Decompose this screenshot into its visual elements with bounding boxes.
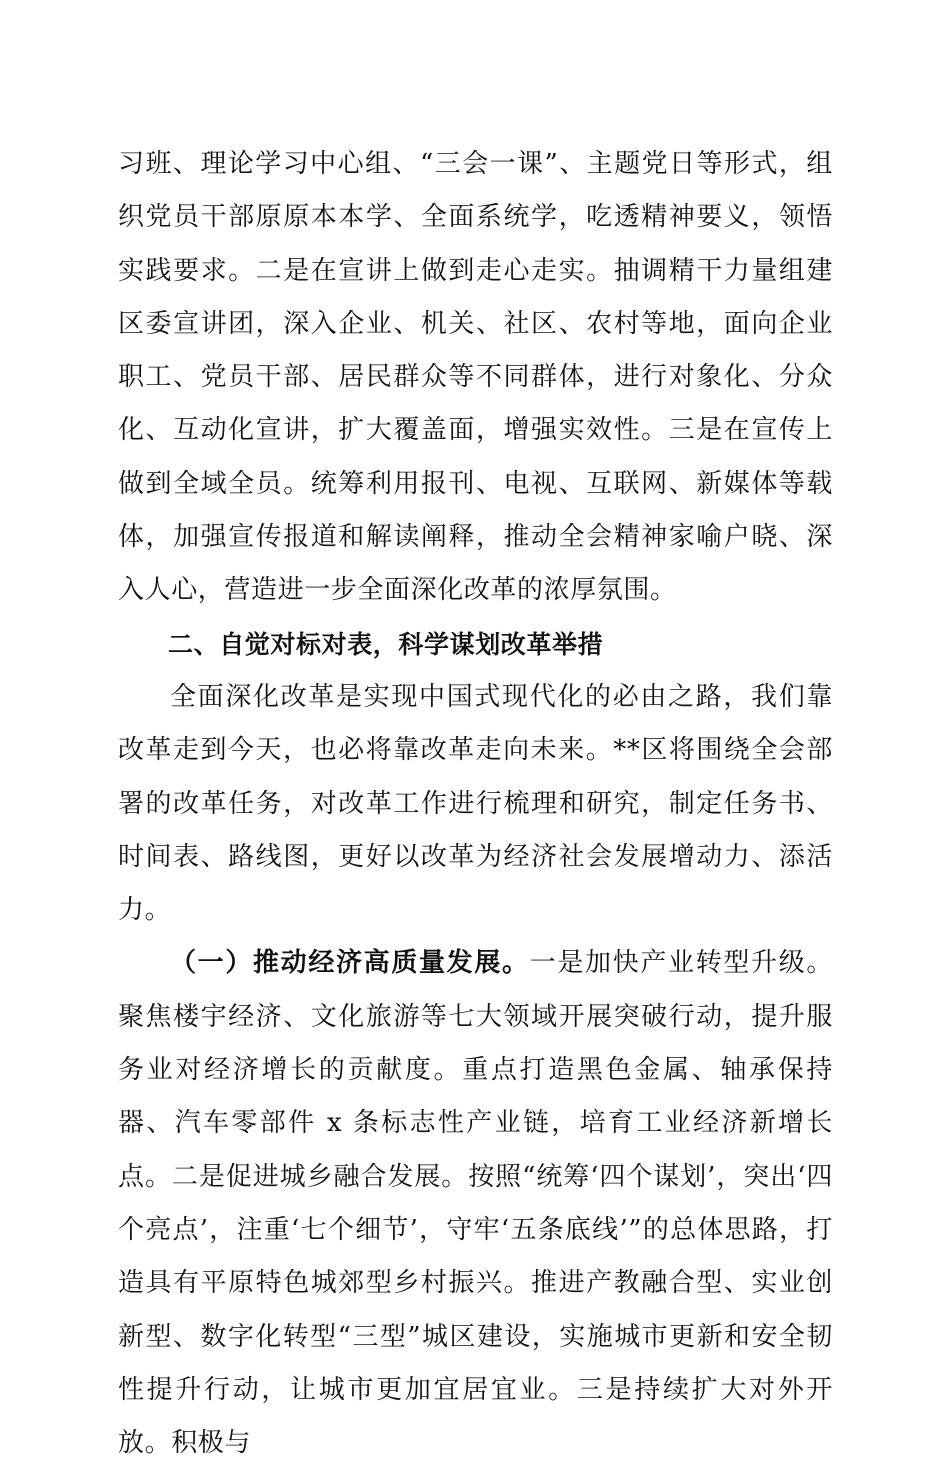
paragraph-reform-intro: 全面深化改革是实现中国式现代化的必由之路，我们靠改革走到今天，也必将靠改革走向未来。**区将围绕全会部署的改革任务，对改革工作进行梳理和研究，制定任务书、时间表、路线图，更好以改革为经济社会发展增动力、添活力。 xyxy=(118,681,833,926)
section-heading: 二、自觉对标对表，科学谋划改革举措 xyxy=(168,629,604,659)
paragraph-economic-development xyxy=(118,937,833,1470)
subsection-heading: （一）推动经济高质量发展。 xyxy=(170,948,530,979)
paragraph-continuation: 习班、理论学习中心组、“三会一课”、主题党日等形式，组织党员干部原原本本学、全面系统学，吃透精神要义，领悟实践要求。二是在宣讲上做到走心走实。抽调精干力量组建区委宣讲团，深入企业、机关、社区、农村等地，面向企业职工、党员干部、居民群众等不同群体，进行对象化、分众化、互动化宣讲，扩大覆盖面，增强实效性。三是在宣传上做到全域全员。统筹利用报刊、电视、互联网、新媒体等载体，加强宣传报道和解读阐释，推动全会精神家喻户晓、深入人心，营造进一步全面深化改革的浓厚氛围。 xyxy=(118,149,833,606)
paragraph-economic-body: 一是加快产业转型升级。聚焦楼宇经济、文化旅游等七大领域开展突破行动，提升服务业对经济增长的贡献度。重点打造黑色金属、轴承保持器、汽车零部件 x 条标志性产业链，培育工业经济新增长点。二是促进城乡融合发展。按照“统筹‘四个谋划’，突出‘四个亮点’，注重‘七个细节’，守牢‘五条底线’”的总体思路，打造具有平原特色城郊型乡村振兴。推进产教融合型、实业创新型、数字化转型“三型”城区建设，实施城市更新和安全韧性提升行动，让城市更加宜居宜业。三是持续扩大对外开放。积极与 xyxy=(118,948,833,1459)
document-body xyxy=(118,138,833,1470)
